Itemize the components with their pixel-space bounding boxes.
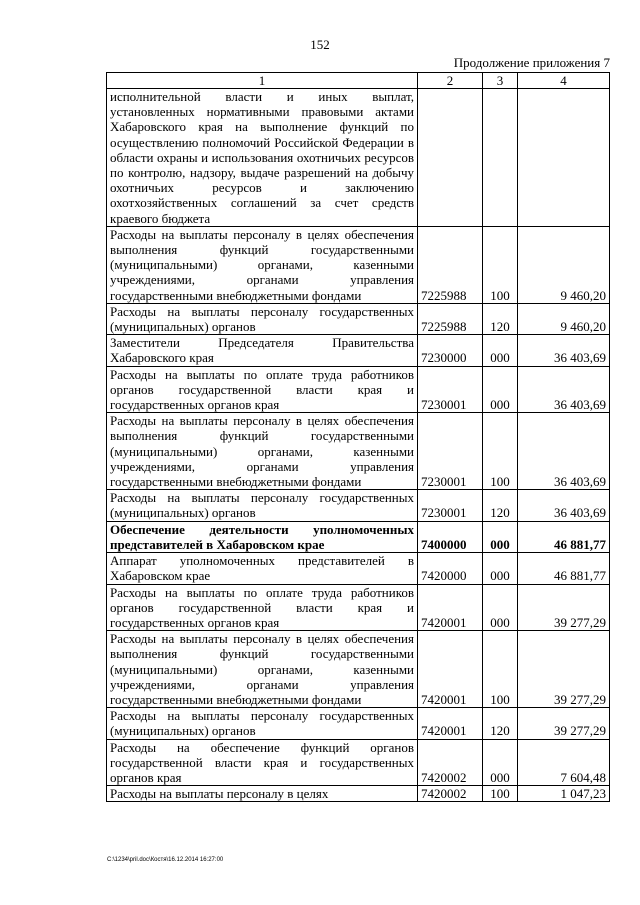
table-header-row [107,73,610,89]
row-expense-type: 000 [483,584,518,631]
row-expense-type: 100 [483,413,518,490]
row-expense-type [483,89,518,227]
row-expense-type: 100 [483,631,518,708]
table-row [107,584,610,631]
row-amount: 36 403,69 [518,366,610,413]
row-description: Заместители Председателя Правительства Хабаровского края [107,335,418,366]
row-code: 7230001 [418,490,483,521]
row-description: Расходы на выплаты персоналу государственных (муниципальных) органов [107,708,418,739]
row-description: Расходы на выплаты персоналу в целях обеспечения выполнения функций государственными (муниципальными) органами, казенными учреждениями, органами управления государственными внебюджетными фондами [107,413,418,490]
row-expense-type: 120 [483,708,518,739]
row-description: Расходы на выплаты персоналу государственных (муниципальных) органов [107,303,418,334]
row-code: 7420002 [418,786,483,802]
row-description: Расходы на выплаты персоналу в целях [107,786,418,802]
table-row [107,739,610,786]
table-row [107,89,610,227]
row-code: 7230001 [418,366,483,413]
row-description: Расходы на выплаты персоналу в целях обеспечения выполнения функций государственными (муниципальными) органами, казенными учреждениями, органами управления государственными внебюджетными фондами [107,226,418,303]
row-description: Расходы на выплаты персоналу в целях обеспечения выполнения функций государственными (муниципальными) органами, казенными учреждениями, органами управления государственными внебюджетными фондами [107,631,418,708]
row-expense-type: 000 [483,366,518,413]
table-row [107,335,610,366]
row-amount: 46 881,77 [518,521,610,552]
row-code: 7225988 [418,226,483,303]
file-path-footer: C:\1234\pril.doc\Костя\16.12.2014 16:27:00 [107,857,224,863]
row-amount: 7 604,48 [518,739,610,786]
row-description: Расходы на выплаты по оплате труда работников органов государственной власти края и государственных органов края [107,584,418,631]
row-code: 7400000 [418,521,483,552]
row-amount: 36 403,69 [518,490,610,521]
table-row [107,490,610,521]
budget-table [106,72,610,802]
row-expense-type: 100 [483,786,518,802]
table-row [107,413,610,490]
row-code: 7420001 [418,584,483,631]
row-expense-type: 000 [483,553,518,584]
row-amount: 39 277,29 [518,631,610,708]
row-expense-type: 120 [483,303,518,334]
table-row [107,708,610,739]
row-amount: 39 277,29 [518,708,610,739]
row-description: Обеспечение деятельности уполномоченных представителей в Хабаровском крае [107,521,418,552]
table-row [107,786,610,802]
header-col-1: 1 [107,73,418,89]
row-expense-type: 100 [483,226,518,303]
row-description: Расходы на выплаты по оплате труда работников органов государственной власти края и государственных органов края [107,366,418,413]
row-amount: 39 277,29 [518,584,610,631]
row-expense-type: 120 [483,490,518,521]
row-code: 7420002 [418,739,483,786]
row-code: 7420001 [418,708,483,739]
header-col-4: 4 [518,73,610,89]
row-amount: 9 460,20 [518,226,610,303]
row-code: 7420000 [418,553,483,584]
row-expense-type: 000 [483,521,518,552]
table-row [107,553,610,584]
row-code: 7230000 [418,335,483,366]
row-expense-type: 000 [483,335,518,366]
row-code: 7230001 [418,413,483,490]
continuation-label: Продолжение приложения 7 [453,55,610,70]
row-code: 7225988 [418,303,483,334]
table-row [107,521,610,552]
row-description: Аппарат уполномоченных представителей в Хабаровском крае [107,553,418,584]
page-number: 152 [310,37,330,52]
table-row [107,226,610,303]
header-col-3: 3 [483,73,518,89]
row-expense-type: 000 [483,739,518,786]
row-description: Расходы на выплаты персоналу государственных (муниципальных) органов [107,490,418,521]
row-amount: 1 047,23 [518,786,610,802]
table-row [107,631,610,708]
row-description: Расходы на обеспечение функций органов государственной власти края и государственных органов края [107,739,418,786]
row-amount: 9 460,20 [518,303,610,334]
row-amount: 36 403,69 [518,413,610,490]
header-col-2: 2 [418,73,483,89]
row-amount: 36 403,69 [518,335,610,366]
table-row [107,366,610,413]
row-amount [518,89,610,227]
row-code: 7420001 [418,631,483,708]
row-code [418,89,483,227]
row-description: исполнительной власти и иных выплат, установленных нормативными правовыми актами Хабаровского края на выполнение функций по осуществлению полномочий Российской Федерации в области охраны и использования охотничьих ресурсов по контролю, надзору, выдаче разрешений на добычу охотничьих ресурсов и заключению охотхозяйственных соглашений за счет средств краевого бюджета [107,89,418,227]
table-row [107,303,610,334]
row-amount: 46 881,77 [518,553,610,584]
